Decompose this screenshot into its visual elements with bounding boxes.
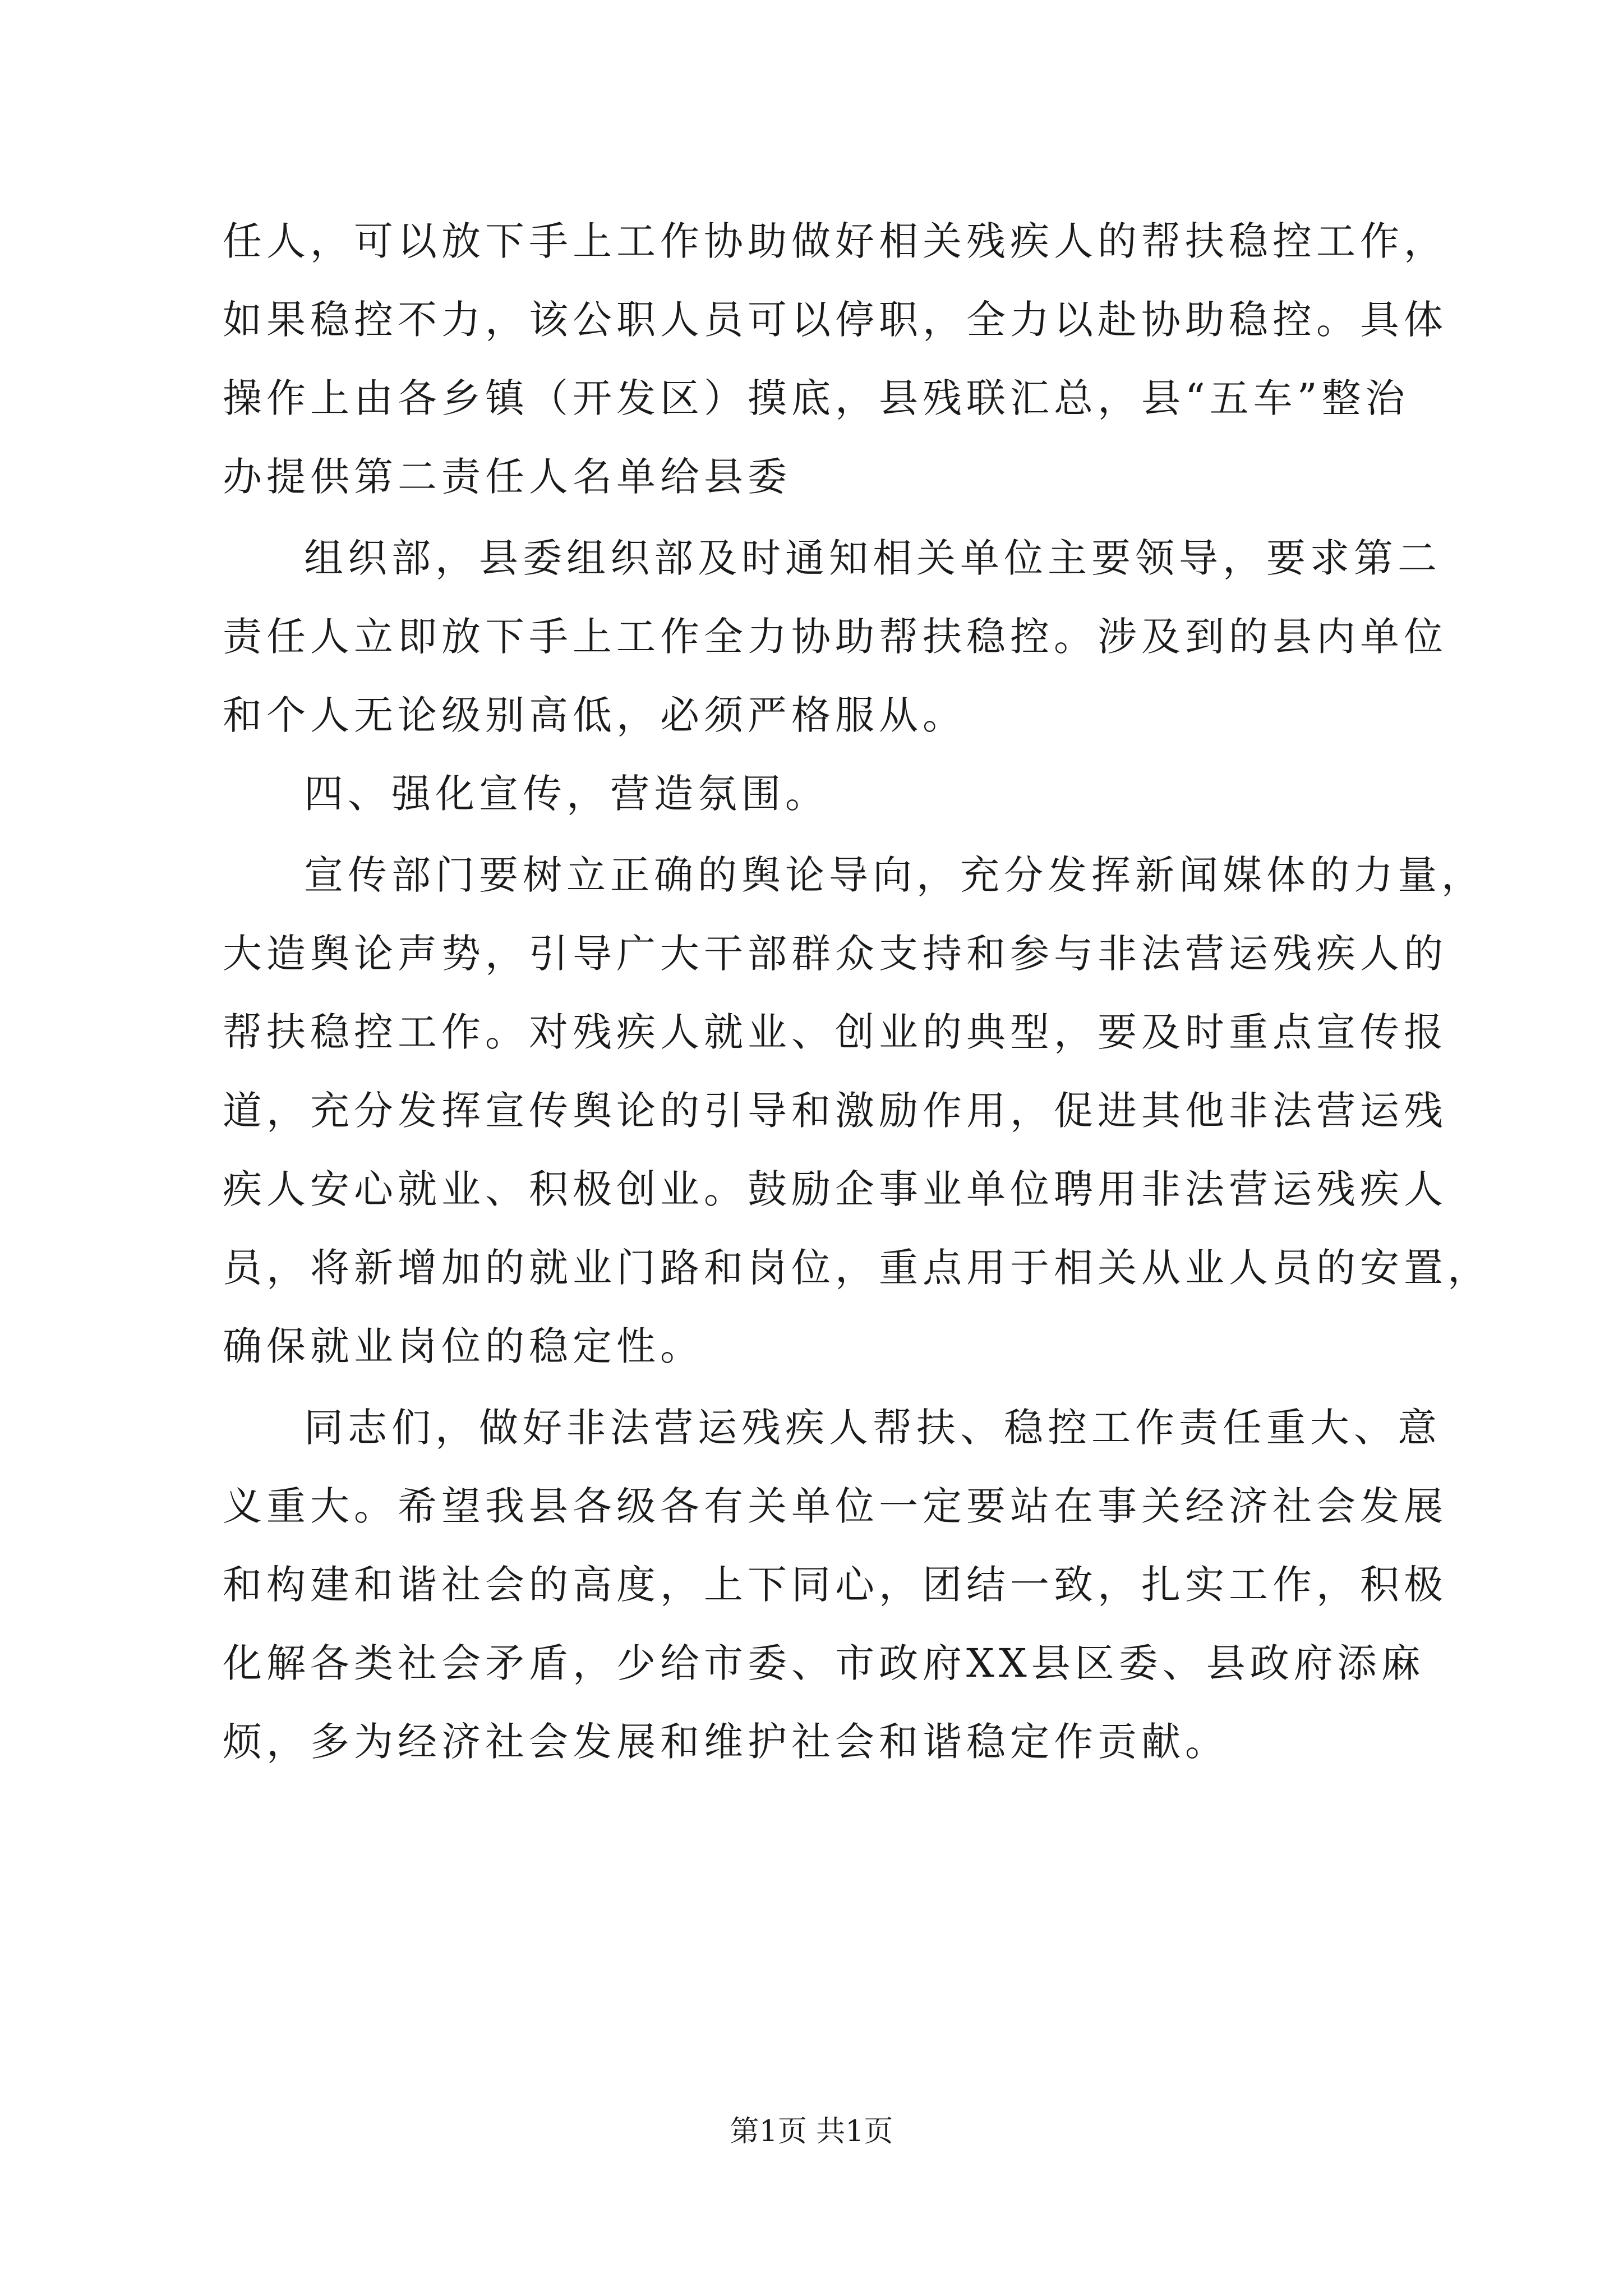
- text-line: 帮扶稳控工作。对残疾人就业、创业的典型，要及时重点宣传报: [223, 1009, 1447, 1055]
- section-heading: 四、强化宣传，营造氛围。: [304, 771, 829, 817]
- text-line: 任人，可以放下手上工作协助做好相关残疾人的帮扶稳控工作，: [223, 218, 1447, 264]
- text-line: 大造舆论声势，引导广大干部群众支持和参与非法营运残疾人的: [223, 931, 1447, 977]
- text-line: 道，充分发挥宣传舆论的引导和激励作用，促进其他非法营运残: [223, 1088, 1447, 1134]
- text-line: 责任人立即放下手上工作全力协助帮扶稳控。涉及到的县内单位: [223, 614, 1447, 660]
- paragraph-first-line: 组织部，县委组织部及时通知相关单位主要领导，要求第二: [304, 535, 1441, 581]
- text-line: 和构建和谐社会的高度，上下同心，团结一致，扎实工作，积极: [223, 1562, 1447, 1608]
- text-line: 烦，多为经济社会发展和维护社会和谐稳定作贡献。: [223, 1719, 1229, 1765]
- text-line: 化解各类社会矛盾，少给市委、市政府XX县区委、县政府添麻: [223, 1640, 1425, 1686]
- text-line: 操作上由各乡镇（开发区）摸底，县残联汇总，县“五车”整治: [223, 375, 1409, 421]
- page-number-footer: 第1页 共1页: [730, 2115, 893, 2148]
- text-line: 义重大。希望我县各级各有关单位一定要站在事关经济社会发展: [223, 1483, 1447, 1529]
- text-line: 员，将新增加的就业门路和岗位，重点用于相关从业人员的安置，: [223, 1245, 1491, 1291]
- text-line: 确保就业岗位的稳定性。: [223, 1323, 704, 1369]
- text-line: 如果稳控不力，该公职人员可以停职，全力以赴协助稳控。具体: [223, 297, 1447, 343]
- text-line: 疾人安心就业、积极创业。鼓励企事业单位聘用非法营运残疾人: [223, 1166, 1447, 1212]
- text-line: 办提供第二责任人名单给县委: [223, 454, 791, 500]
- paragraph-first-line: 宣传部门要树立正确的舆论导向，充分发挥新闻媒体的力量，: [304, 852, 1485, 898]
- text-line: 和个人无论级别高低，必须严格服从。: [223, 692, 966, 738]
- paragraph-first-line: 同志们，做好非法营运残疾人帮扶、稳控工作责任重大、意: [304, 1405, 1441, 1451]
